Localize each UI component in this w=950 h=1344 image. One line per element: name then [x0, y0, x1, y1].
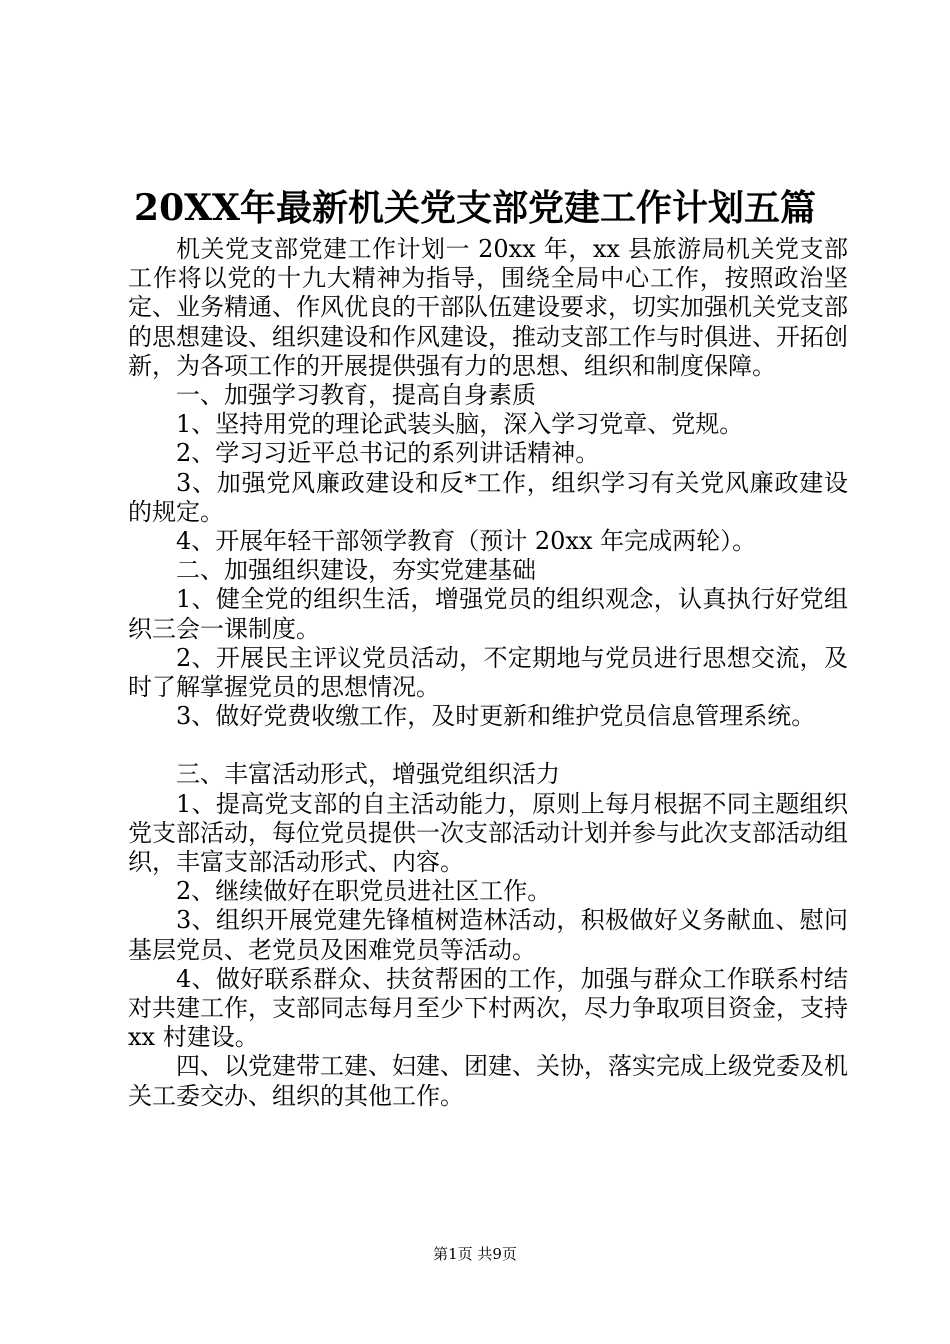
- page-number-footer: 第1页 共9页: [433, 1245, 517, 1263]
- list-item: 4、开展年轻干部领学教育（预计 20xx 年完成两轮）。: [176, 527, 757, 556]
- section-heading-4: 四、以党建带工建、妇建、团建、关协，落实完成上级党委及机关工委交办、组织的其他工作。: [128, 1052, 848, 1110]
- list-item: 4、做好联系群众、扶贫帮困的工作，加强与群众工作联系村结对共建工作，支部同志每月至少下村两次，尽力争取项目资金，支持 xx 村建设。: [128, 964, 848, 1052]
- section-heading-1: 一、加强学习教育，提高自身素质: [176, 381, 536, 410]
- list-item: 1、坚持用党的理论武装头脑，深入学习党章、党规。: [176, 410, 744, 439]
- section-heading-3: 三、丰富活动形式，增强党组织活力: [176, 760, 560, 789]
- section-heading-2: 二、加强组织建设，夯实党建基础: [176, 556, 536, 585]
- list-item: 3、组织开展党建先锋植树造林活动，积极做好义务献血、慰问基层党员、老党员及困难党员等活动。: [128, 906, 848, 964]
- list-item: 2、开展民主评议党员活动，不定期地与党员进行思想交流，及时了解掌握党员的思想情况。: [128, 643, 848, 702]
- list-item: 1、提高党支部的自主活动能力，原则上每月根据不同主题组织党支部活动，每位党员提供一次支部活动计划并参与此次支部活动组织，丰富支部活动形式、内容。: [128, 789, 848, 877]
- document-body: [128, 235, 848, 1111]
- list-item: 3、加强党风廉政建设和反*工作，组织学习有关党风廉政建设的规定。: [128, 468, 848, 526]
- list-item: 2、学习习近平总书记的系列讲话精神。: [176, 439, 600, 468]
- list-item: 1、健全党的组织生活，增强党员的组织观念，认真执行好党组织三会一课制度。: [128, 585, 848, 643]
- intro-paragraph: 机关党支部党建工作计划一 20xx 年，xx 县旅游局机关党支部工作将以党的十九大精神为指导，围绕全局中心工作，按照政治坚定、业务精通、作风优良的干部队伍建设要求，切实加强机关党支部的思想建设、组织建设和作风建设，推动支部工作与时俱进、开拓创新，为各项工作的开展提供强有力的思想、组织和制度保障。: [128, 235, 848, 380]
- document-title: 20XX年最新机关党支部党建工作计划五篇: [134, 187, 816, 229]
- list-item: 3、做好党费收缴工作，及时更新和维护党员信息管理系统。: [176, 702, 816, 731]
- list-item: 2、继续做好在职党员进社区工作。: [176, 877, 552, 906]
